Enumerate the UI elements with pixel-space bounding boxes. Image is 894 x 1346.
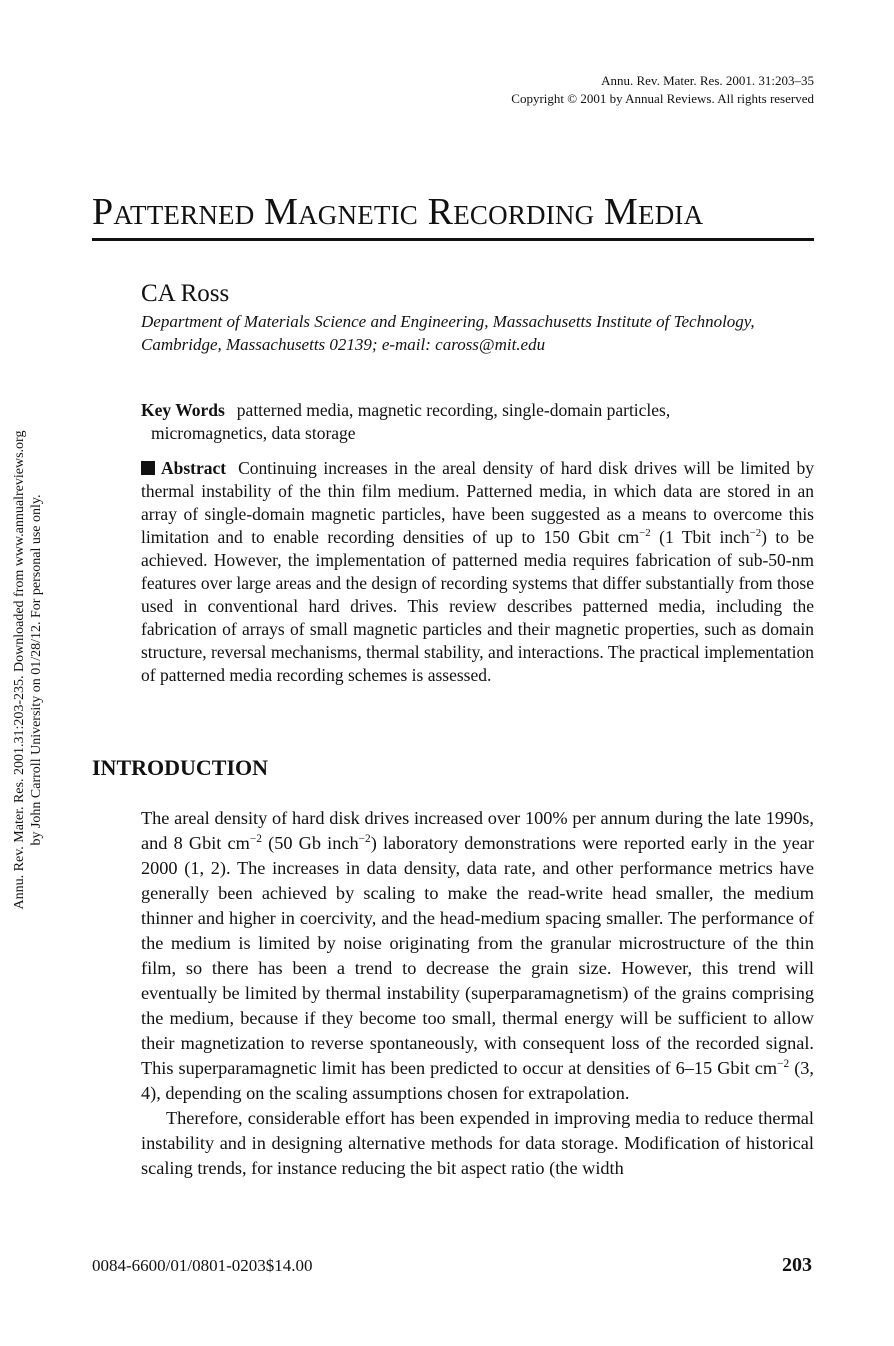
- affiliation-line-1: Department of Materials Science and Engineering, Massachusetts Institute of Technology,: [141, 312, 755, 331]
- abstract-text-3: ) to be achieved. However, the implementation of patterned media requires fabrication of sub-50-nm features over large areas and the design of recording systems that differ substantially from those used in conventional hard drives. This review describes patterned media, including the fabrication of arrays of small magnetic particles and their magnetic properties, such as domain structure, reversal mechanisms, thermal stability, and interactions. The practical implementation of patterned media recording schemes is assessed.: [141, 527, 814, 685]
- download-notice: [11, 370, 45, 970]
- footer-code: 0084-6600/01/0801-0203$14.00: [92, 1256, 313, 1275]
- author-affiliation: [141, 310, 821, 356]
- keywords-label: Key Words: [141, 400, 225, 420]
- abstract-label: Abstract: [161, 458, 227, 478]
- author-name: CA Ross: [141, 280, 230, 307]
- abstract-text-1: Continuing increases in the areal density of hard disk drives will be limited by thermal instability of the thin film medium. Patterned media, in which data are stored in an array of single-domain magnetic particles, have been suggested as a means to overcome this limitation and to enable recording densities of up to 150 Gbit cm: [141, 458, 814, 547]
- affiliation-line-2: Cambridge, Massachusetts 02139; e-mail: caross@mit.edu: [141, 335, 546, 354]
- p1-exponent-3: −2: [777, 1057, 790, 1070]
- p1-exponent-1: −2: [249, 832, 262, 845]
- journal-citation: Annu. Rev. Mater. Res. 2001. 31:203–35: [601, 73, 814, 88]
- p1-text-d: (3, 4), depending on the scaling assumptions chosen for extrapolation.: [141, 1058, 814, 1103]
- keywords-block: [141, 399, 814, 445]
- p1-exponent-2: −2: [358, 832, 371, 845]
- paragraph-1: [141, 806, 814, 1106]
- copyright-line: Copyright © 2001 by Annual Reviews. All rights reserved: [511, 91, 814, 106]
- section-heading: INTRODUCTION: [92, 755, 269, 780]
- journal-header: [511, 72, 814, 108]
- abstract-text-2: (1 Tbit inch: [650, 527, 750, 547]
- abstract-exponent-1: −2: [639, 527, 651, 540]
- paragraph-2: Therefore, considerable effort has been expended in improving media to reduce thermal instability and in designing alternative methods for data storage. Modification of historical scaling trends, for instance reducing the bit aspect ratio (the width: [141, 1108, 814, 1178]
- article-title: Patterned Magnetic Recording Media: [92, 188, 814, 241]
- p1-text-a: The areal density of hard disk drives increased over 100% per annum during the late 1990s, and 8 Gbit cm: [141, 808, 814, 853]
- p1-text-b: (50 Gb inch: [261, 833, 359, 853]
- introduction-body: [141, 806, 814, 1181]
- abstract-block: [141, 457, 814, 687]
- p1-text-c: ) laboratory demonstrations were reported early in the year 2000 (1, 2). The increases in data density, data rate, and other performance metrics have generally been achieved by scaling to make the read-write head smaller, the medium thinner and higher in coercivity, and the head-medium spacing smaller. The performance of the medium is limited by noise originating from the granular microstructure of the thin film, so there has been a trend to decrease the grain size. However, this trend will eventually be limited by thermal instability (superparamagnetism) of the grains comprising the medium, because if they become too small, thermal energy will be sufficient to allow their magnetization to reverse spontaneously, with consequent loss of the recorded signal. This superparamagnetic limit has been predicted to occur at densities of 6–15 Gbit cm: [141, 833, 814, 1078]
- download-notice-line-2: by John Carroll University on 01/28/12. For personal use only.: [29, 494, 44, 846]
- page-number: 203: [782, 1254, 812, 1276]
- abstract-exponent-2: −2: [749, 527, 762, 540]
- keywords-line-2: micromagnetics, data storage: [151, 423, 356, 443]
- download-notice-line-1: Annu. Rev. Mater. Res. 2001.31:203-235. Downloaded from www.annualreviews.org: [12, 430, 27, 910]
- keywords-line-1: patterned media, magnetic recording, single-domain particles,: [236, 400, 671, 420]
- square-bullet-icon: [141, 461, 155, 475]
